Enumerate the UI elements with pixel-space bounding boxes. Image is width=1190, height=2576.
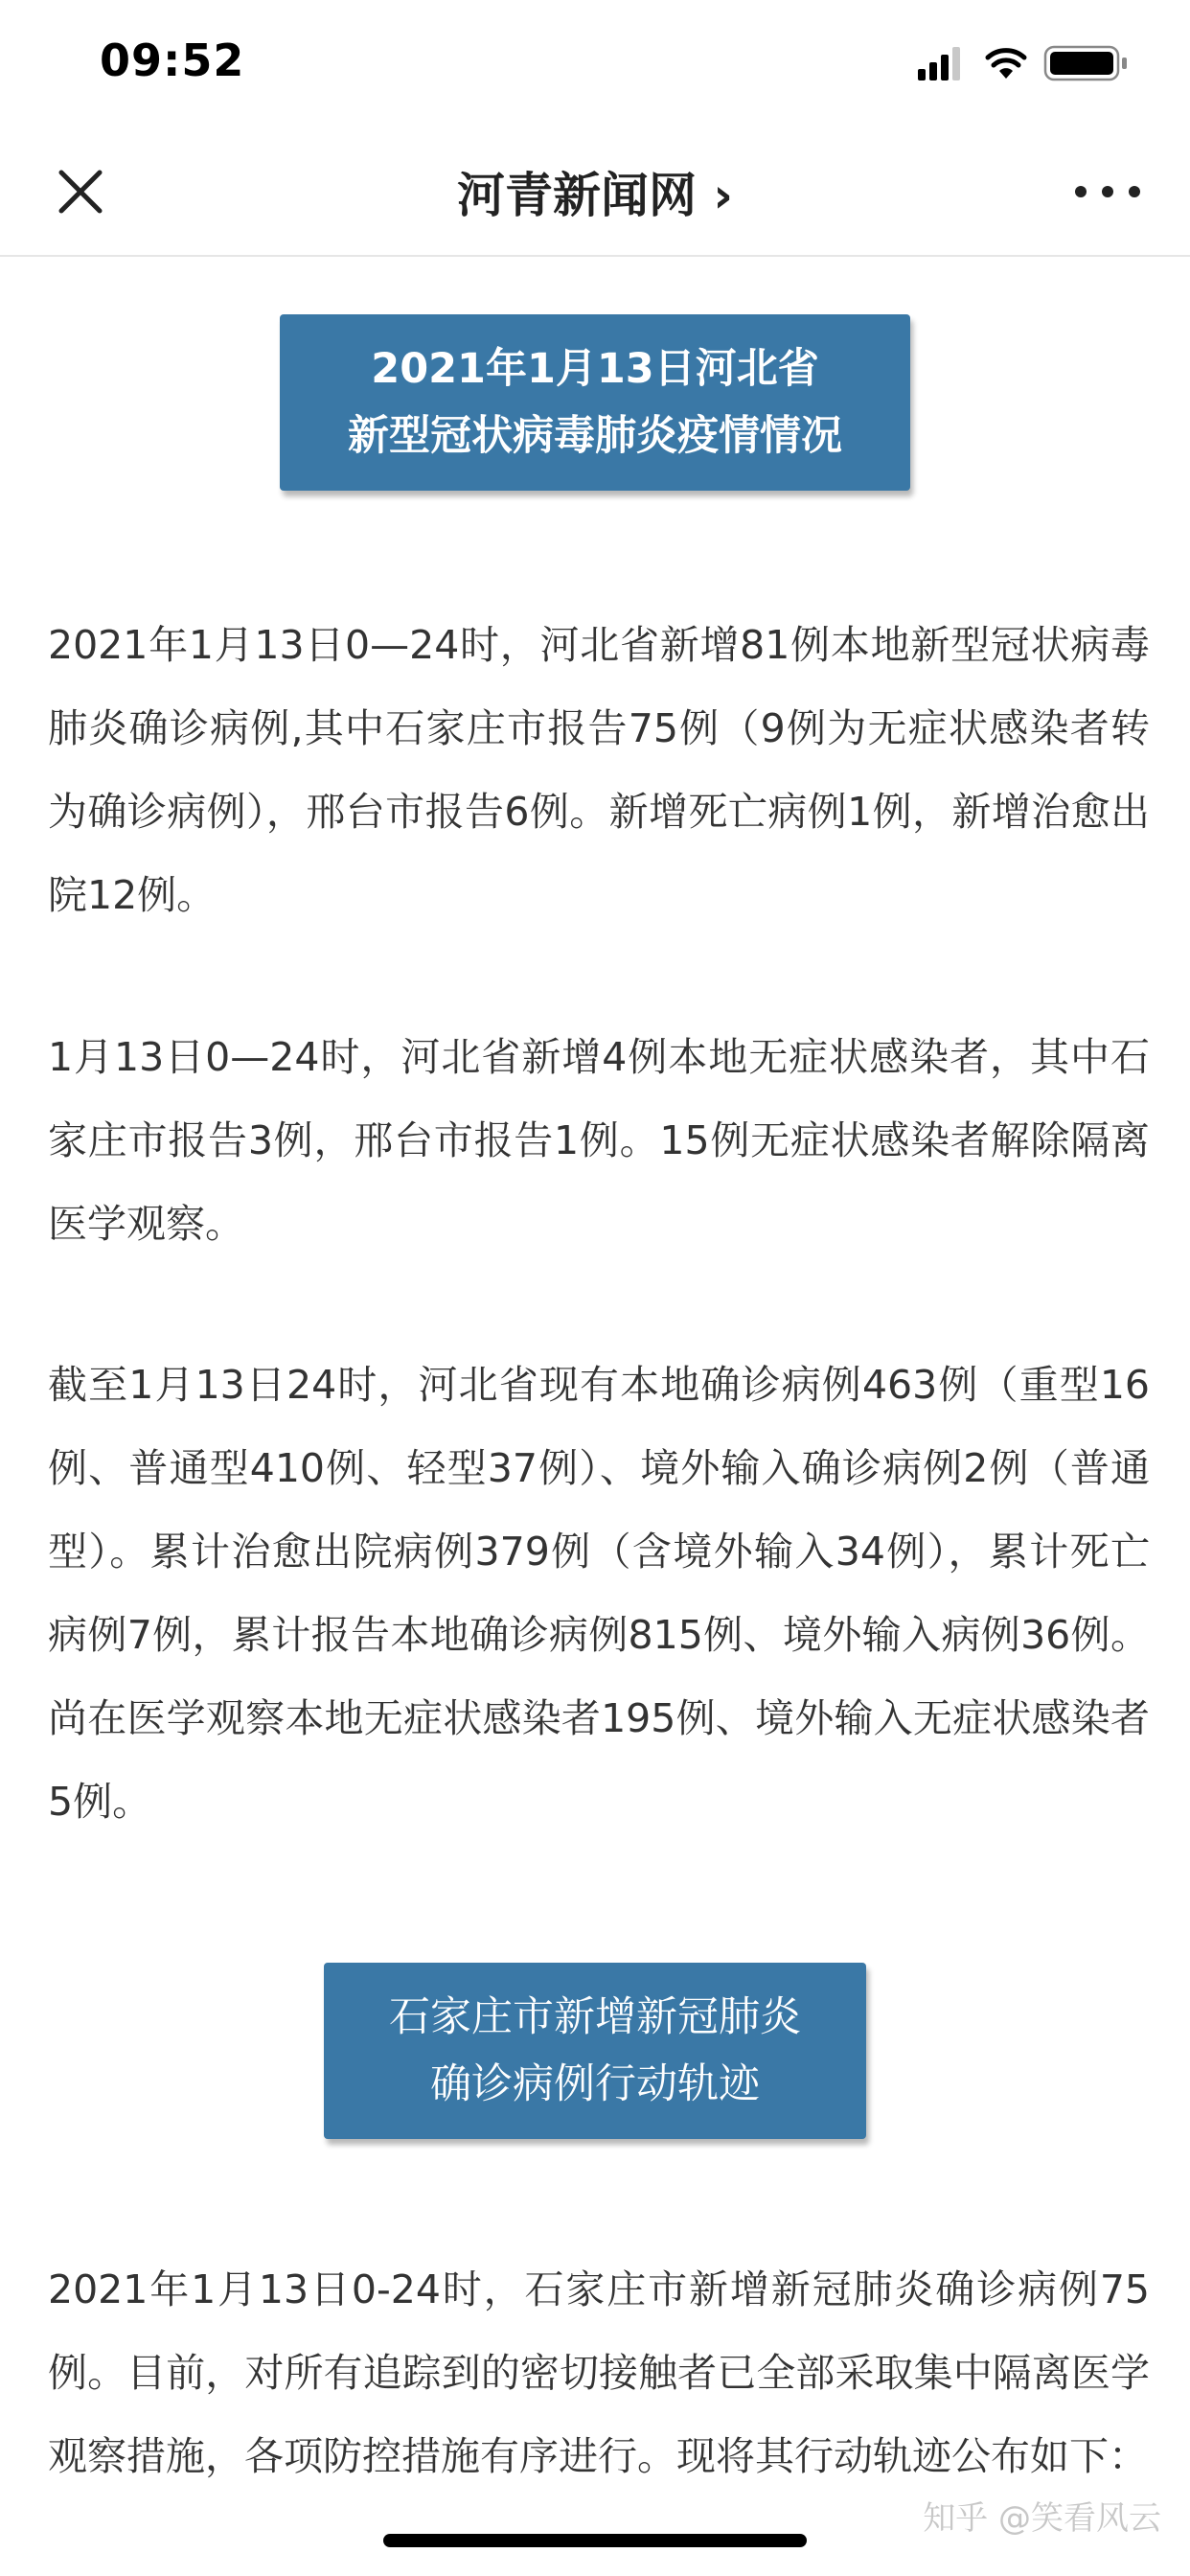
account-title-link[interactable]: 河青新闻网 › xyxy=(456,168,733,223)
section-banner-trajectory xyxy=(324,1963,866,2139)
banner-title-line: 石家庄市新增新冠肺炎 xyxy=(389,1993,801,2041)
watermark: 知乎 @笑看风云 xyxy=(923,2499,1161,2538)
section-banner-epidemic xyxy=(280,314,910,491)
article-paragraph: 1月13日0—24时，河北省新增4例本地无症状感染者，其中石家庄市报告3例，邢台市报告1例。15例无症状感染者解除隔离医学观察。 xyxy=(48,1034,1150,1247)
cellular-signal-icon xyxy=(918,47,960,80)
banner-title-line: 新型冠状病毒肺炎疫情情况 xyxy=(348,412,842,460)
wifi-icon xyxy=(988,51,1024,79)
battery-icon xyxy=(1045,47,1127,80)
home-indicator[interactable] xyxy=(383,2534,807,2547)
banner-title-line: 确诊病例行动轨迹 xyxy=(430,2060,760,2108)
article-paragraph: 2021年1月13日0—24时，河北省新增81例本地新型冠状病毒肺炎确诊病例,其中石家庄市报告75例（9例为无症状感染者转为确诊病例），邢台市报告6例。新增死亡病例1例，新增治愈出院12例。 xyxy=(48,622,1150,918)
status-bar xyxy=(0,0,1190,125)
banner-title-line: 2021年1月13日河北省 xyxy=(371,345,819,393)
status-icons xyxy=(918,44,1131,82)
status-time: 09:52 xyxy=(100,34,245,86)
more-icon[interactable] xyxy=(1071,172,1144,211)
article-paragraph: 截至1月13日24时，河北省现有本地确诊病例463例（重型16例、普通型410例、轻型37例）、境外输入确诊病例2例（普通型）。累计治愈出院病例379例（含境外输入34例），累计死亡病例7例，累计报告本地确诊病例815例、境外输入病例36例。尚在医学观察本地无症状感染者195例、境外输入无症状感染者5例。 xyxy=(48,1362,1150,1825)
article-paragraph: 2021年1月13日0-24时，石家庄市新增新冠肺炎确诊病例75例。目前，对所有追踪到的密切接触者已全部采取集中隔离医学观察措施，各项防控措施有序进行。现将其行动轨迹公布如下： xyxy=(48,2266,1150,2479)
nav-bar xyxy=(0,125,1190,257)
